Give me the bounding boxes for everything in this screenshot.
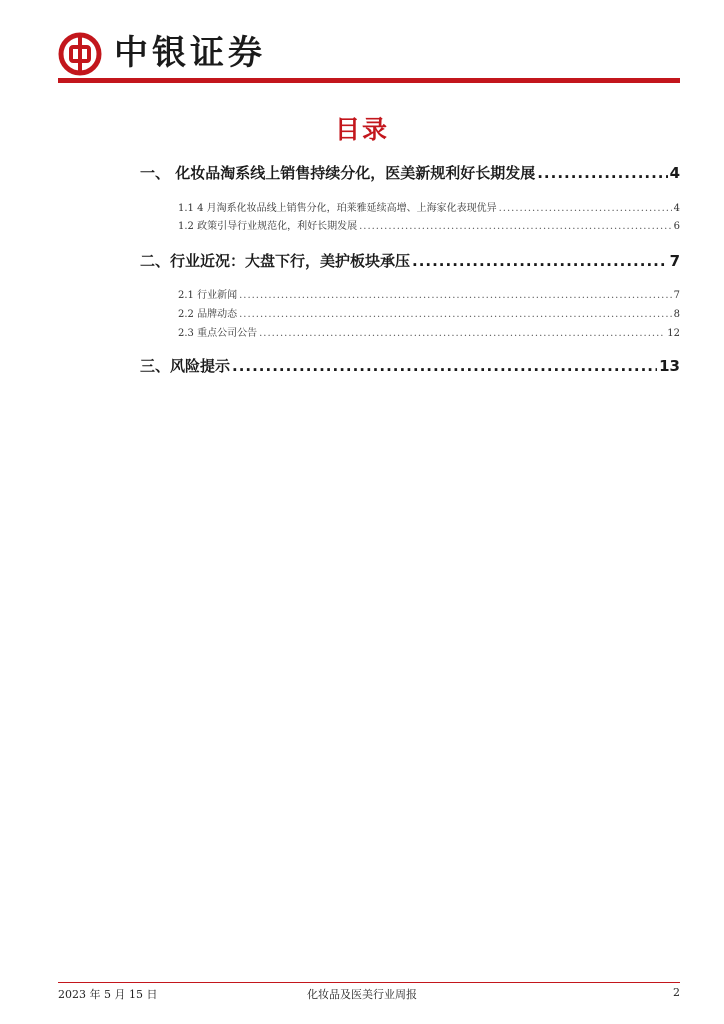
toc-leader-dots (499, 203, 672, 214)
footer-date: 2023 年 5 月 15 日 (58, 988, 158, 1001)
toc-entry-page: 13 (659, 357, 680, 375)
toc-entry-label: 2.1 行业新闻 (178, 290, 238, 301)
toc-entry-section-1-1[interactable] (178, 199, 680, 214)
toc-entry-label: 2.2 品牌动态 (178, 309, 238, 320)
toc-entry-label: 1.2 政策引导行业规范化，利好长期发展 (178, 221, 358, 232)
page-header (58, 28, 680, 84)
toc-leader-dots (412, 252, 668, 270)
toc-entry-label: 2.3 重点公司公告 (178, 328, 258, 339)
toc-entry-page: 6 (673, 221, 680, 232)
toc-entry-page: 4 (673, 203, 680, 214)
toc-entry-page: 7 (673, 290, 680, 301)
toc-leader-dots (359, 221, 672, 232)
toc-leader-dots (537, 164, 667, 182)
toc-entry-page: 7 (669, 252, 680, 270)
footer-report-name: 化妆品及医美行业周报 (307, 988, 417, 1001)
bank-logo-icon (58, 32, 102, 76)
toc-entry-page: 4 (669, 164, 680, 182)
toc-entry-section-2-1[interactable] (178, 286, 680, 301)
toc-leader-dots (239, 309, 672, 320)
toc-entry-label: 1.1 4 月淘系化妆品线上销售分化，珀莱雅延续高增、上海家化表现优异 (178, 203, 497, 214)
toc-entry-label: 三、风险提示 (140, 357, 231, 375)
toc-leader-dots (259, 328, 665, 339)
toc-leader-dots (239, 290, 672, 301)
header-divider (58, 78, 680, 83)
toc-entry-label: 一、 化妆品淘系线上销售持续分化，医美新规利好长期发展 (140, 164, 536, 182)
toc-entry-section-2[interactable] (140, 250, 680, 271)
toc-entry-page: 8 (673, 309, 680, 320)
footer-divider (58, 982, 680, 983)
toc-entry-section-2-3[interactable] (178, 324, 680, 339)
footer-page-number: 2 (673, 986, 680, 999)
toc-entry-label: 二、行业近况：大盘下行，美护板块承压 (140, 252, 411, 270)
toc-leader-dots (232, 357, 657, 375)
toc-title: 目录 (334, 115, 389, 144)
toc-entry-section-1[interactable] (140, 162, 680, 183)
toc-entry-section-3[interactable] (140, 355, 680, 376)
toc-entry-section-1-2[interactable] (178, 217, 680, 232)
toc-entry-section-2-2[interactable] (178, 305, 680, 320)
toc-entry-page: 12 (667, 328, 680, 339)
brand-name: 中银证券 (114, 33, 266, 73)
